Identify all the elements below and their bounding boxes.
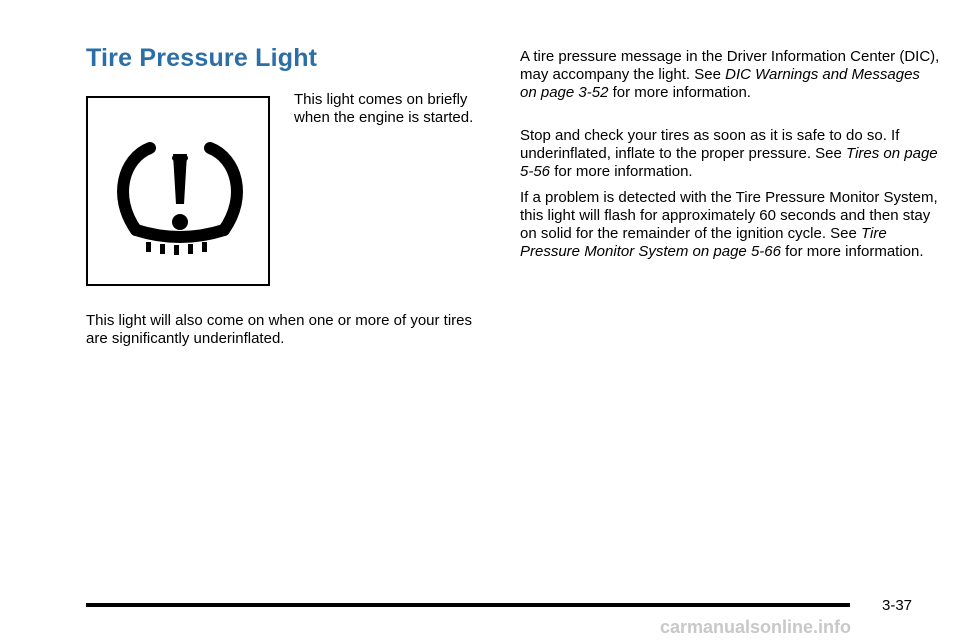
stop-paragraph — [520, 127, 940, 181]
problem-text-after: for more information. — [780, 243, 924, 260]
footer-rule — [86, 603, 850, 607]
tire-pressure-warning-icon — [88, 98, 268, 284]
tires-link[interactable]: Tires on page 5-56 — [520, 145, 938, 180]
dic-warnings-link[interactable]: DIC Warnings and Messages on page 3-52 — [520, 66, 920, 101]
page-title: Tire Pressure Light — [86, 44, 318, 72]
tire-pressure-icon-box — [86, 96, 270, 286]
page-number: 3-37 — [882, 597, 913, 614]
dic-text-after: for more information. — [608, 84, 751, 101]
dic-text-before: A tire pressure message in the Driver Information Center (DIC), may accompany the light. See — [520, 48, 940, 83]
dic-paragraph — [520, 48, 940, 102]
intro-paragraph: This light comes on briefly when the engine is started. — [294, 91, 474, 126]
stop-text-before: Stop and check your tires as soon as it is safe to do so. If underinflated, inflate to the proper pressure. See — [520, 127, 900, 162]
problem-paragraph — [520, 189, 940, 261]
stop-text-after: for more information. — [550, 163, 693, 180]
tpms-link[interactable]: Tire Pressure Monitor System on page 5-66 — [520, 225, 887, 260]
watermark: carmanualsonline.info — [660, 617, 852, 637]
underinflated-paragraph: This light will also come on when one or more of your tires are significantly underinflated. — [86, 312, 473, 347]
problem-text-before: If a problem is detected with the Tire Pressure Monitor System, this light will flash for approximately 60 seconds and then stay on solid for the remainder of the ignition cycle. See — [520, 189, 938, 242]
